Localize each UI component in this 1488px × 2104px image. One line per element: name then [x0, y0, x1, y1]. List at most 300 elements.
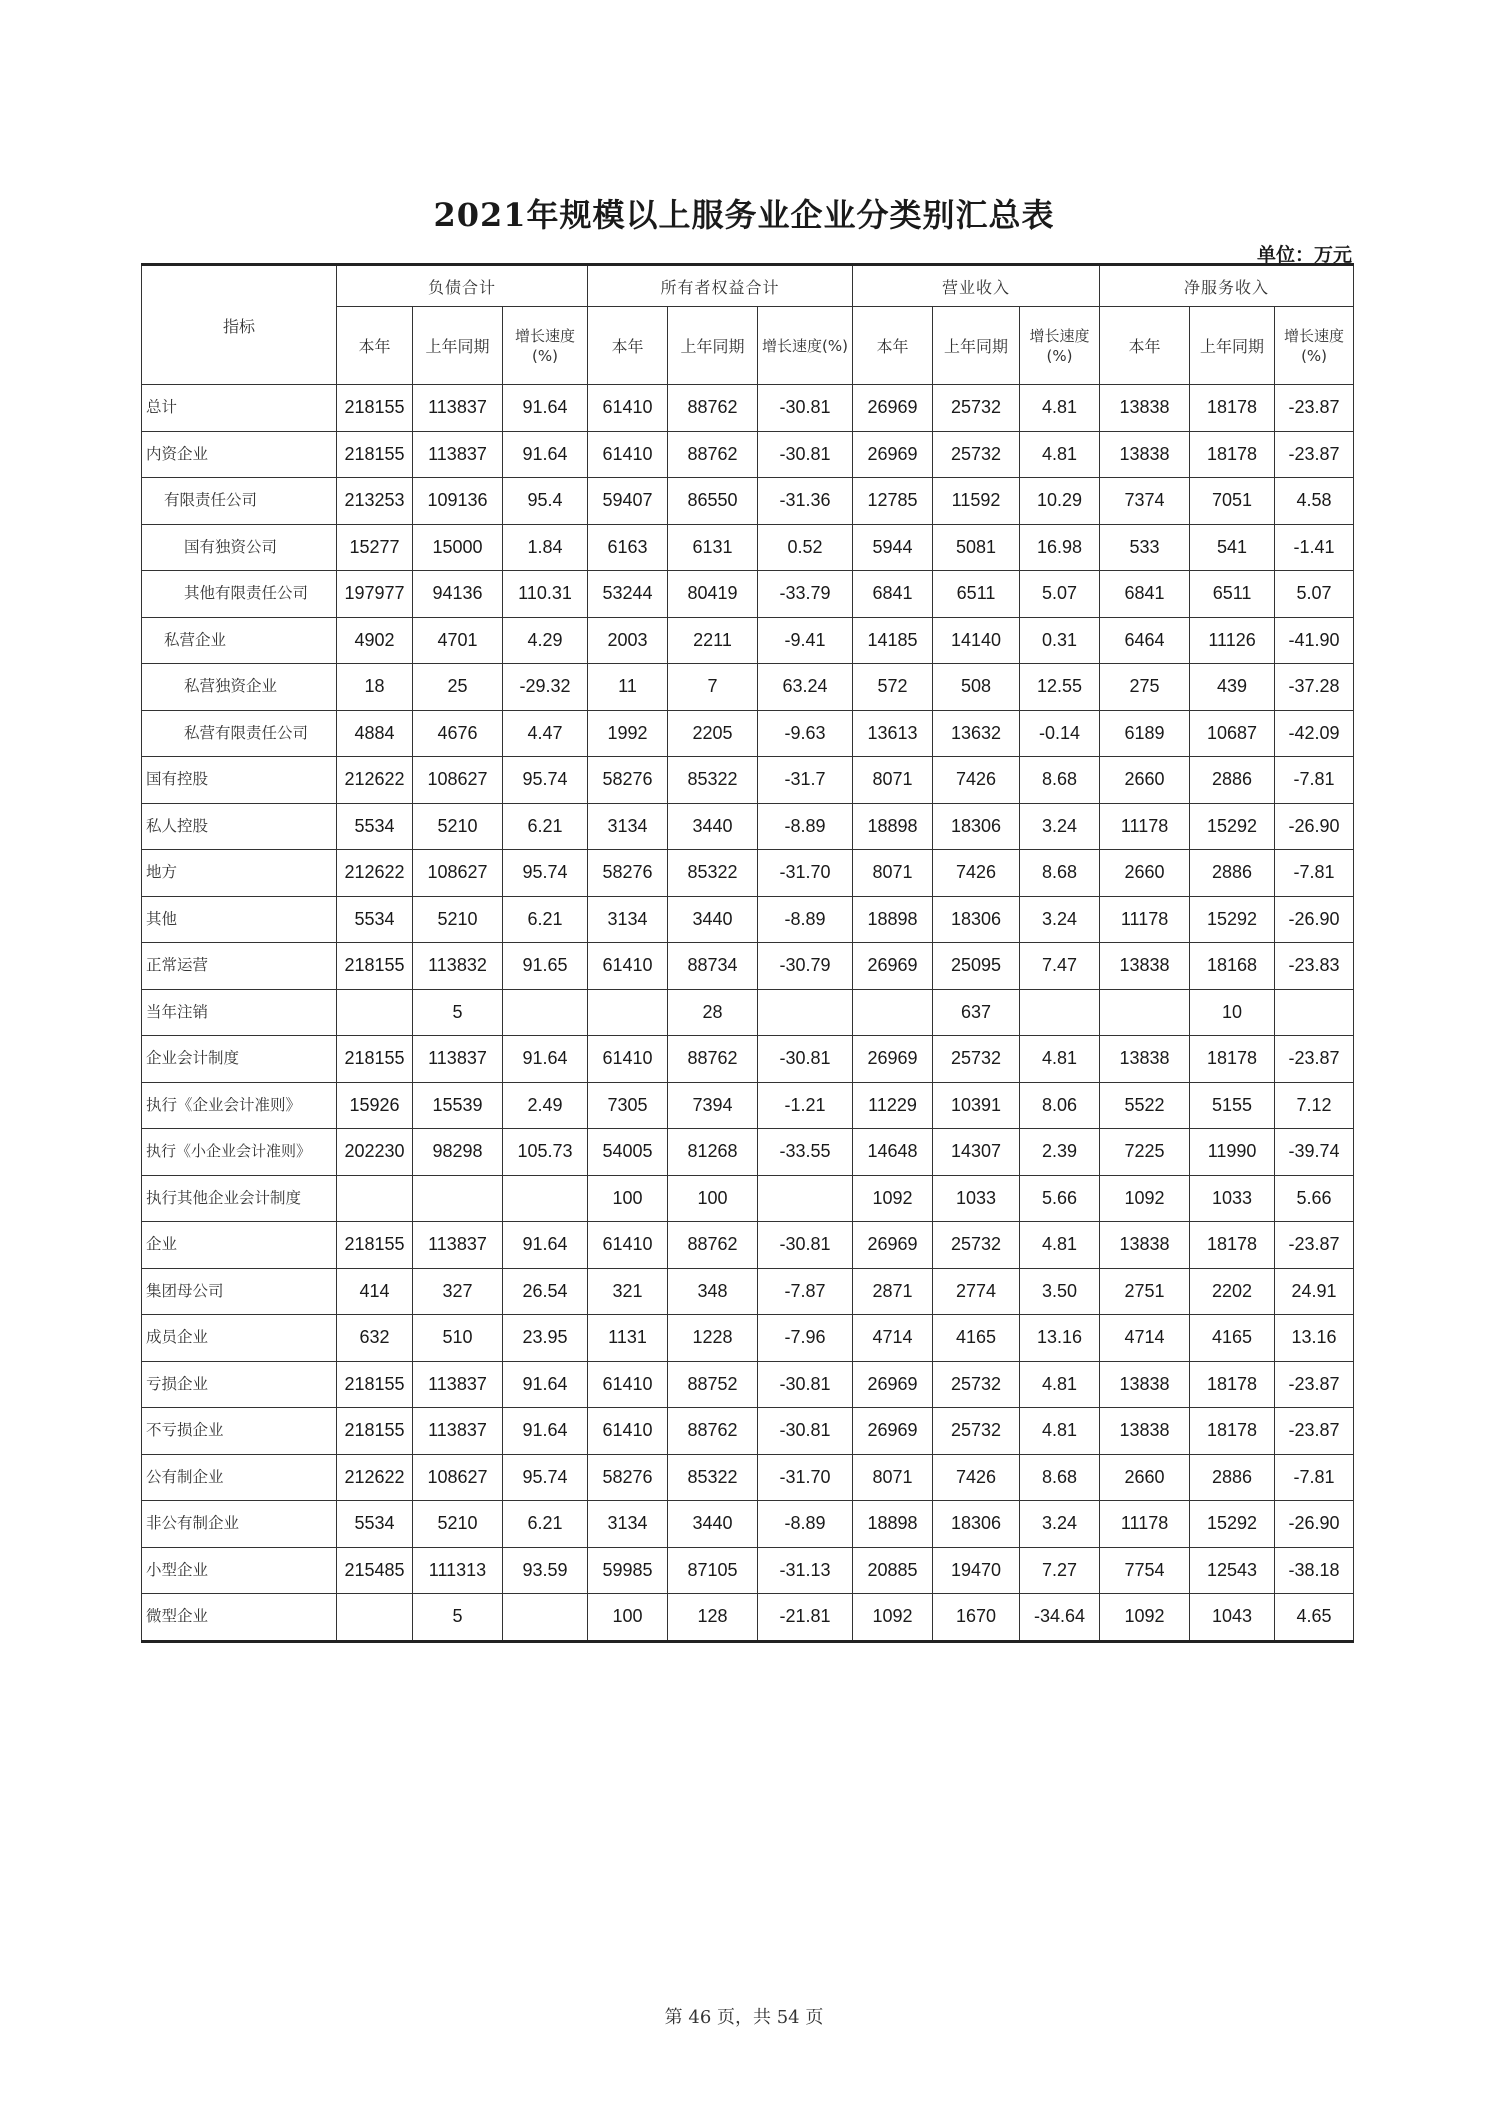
table-cell: 20885 — [853, 1547, 933, 1594]
table-cell: 12543 — [1190, 1547, 1275, 1594]
table-cell: 26969 — [853, 1408, 933, 1455]
table-row — [142, 431, 1354, 478]
row-label: 当年注销 — [142, 989, 337, 1036]
table-cell: 8.68 — [1020, 850, 1100, 897]
table-cell: 5 — [413, 989, 503, 1036]
sub-header-current-year: 本年 — [588, 307, 668, 385]
sub-header-prior-year: 上年同期 — [413, 307, 503, 385]
table-cell: 8.68 — [1020, 1454, 1100, 1501]
table-cell: 3134 — [588, 803, 668, 850]
table-cell: 6163 — [588, 524, 668, 571]
table-cell: -9.41 — [758, 617, 853, 664]
table-cell: 218155 — [337, 943, 413, 990]
table-cell: 113832 — [413, 943, 503, 990]
table-cell: 3440 — [668, 803, 758, 850]
table-cell: 5210 — [413, 1501, 503, 1548]
table-cell — [503, 1175, 588, 1222]
table-row — [142, 1594, 1354, 1642]
table-cell: 61410 — [588, 385, 668, 432]
table-cell: 202230 — [337, 1129, 413, 1176]
table-cell: 61410 — [588, 1222, 668, 1269]
table-cell: -23.87 — [1275, 1036, 1354, 1083]
table-cell: 61410 — [588, 1408, 668, 1455]
table-cell: 4714 — [1100, 1315, 1190, 1362]
table-cell: 508 — [933, 664, 1020, 711]
table-cell: 6.21 — [503, 1501, 588, 1548]
table-cell: 15292 — [1190, 1501, 1275, 1548]
table-cell: 7305 — [588, 1082, 668, 1129]
table-cell: 3.24 — [1020, 1501, 1100, 1548]
table-cell: 113837 — [413, 431, 503, 478]
sub-header-prior-year: 上年同期 — [933, 307, 1020, 385]
table-cell: 5.66 — [1275, 1175, 1354, 1222]
row-label: 有限责任公司 — [142, 478, 337, 525]
table-row — [142, 524, 1354, 571]
table-cell: -29.32 — [503, 664, 588, 711]
table-cell: 6511 — [933, 571, 1020, 618]
table-cell: 113837 — [413, 1036, 503, 1083]
table-cell: 1131 — [588, 1315, 668, 1362]
table-cell: 218155 — [337, 1036, 413, 1083]
row-label: 亏损企业 — [142, 1361, 337, 1408]
table-cell: 13838 — [1100, 1036, 1190, 1083]
table-cell: 91.64 — [503, 1408, 588, 1455]
sub-header-prior-year: 上年同期 — [1190, 307, 1275, 385]
table-cell: 13.16 — [1020, 1315, 1100, 1362]
table-cell: -38.18 — [1275, 1547, 1354, 1594]
table-cell: 88762 — [668, 1036, 758, 1083]
table-cell: 88762 — [668, 385, 758, 432]
table-cell: 3134 — [588, 896, 668, 943]
sub-header-growth-rate: 增长速度(%) — [758, 307, 853, 385]
table-cell: 85322 — [668, 850, 758, 897]
table-cell: 5210 — [413, 896, 503, 943]
table-cell: 572 — [853, 664, 933, 711]
table-cell: 81268 — [668, 1129, 758, 1176]
table-cell: 327 — [413, 1268, 503, 1315]
table-cell: 2886 — [1190, 850, 1275, 897]
table-cell: 95.74 — [503, 1454, 588, 1501]
table-cell: 11126 — [1190, 617, 1275, 664]
table-cell: 8071 — [853, 850, 933, 897]
table-cell: 4.81 — [1020, 1036, 1100, 1083]
table-cell: 94136 — [413, 571, 503, 618]
table-cell: 510 — [413, 1315, 503, 1362]
table-cell: 53244 — [588, 571, 668, 618]
table-cell: -7.96 — [758, 1315, 853, 1362]
table-cell: 1043 — [1190, 1594, 1275, 1642]
table-cell: -7.81 — [1275, 1454, 1354, 1501]
table-cell: 8.06 — [1020, 1082, 1100, 1129]
table-cell: 5210 — [413, 803, 503, 850]
table-row — [142, 803, 1354, 850]
table-cell: 18898 — [853, 1501, 933, 1548]
table-cell: -37.28 — [1275, 664, 1354, 711]
table-cell: 10.29 — [1020, 478, 1100, 525]
table-cell: 13632 — [933, 710, 1020, 757]
table-cell: 113837 — [413, 1361, 503, 1408]
sub-header-current-year: 本年 — [853, 307, 933, 385]
table-cell: 2.39 — [1020, 1129, 1100, 1176]
table-cell: 4.81 — [1020, 1361, 1100, 1408]
table-cell: 4.47 — [503, 710, 588, 757]
table-cell — [413, 1175, 503, 1222]
table-cell: 212622 — [337, 757, 413, 804]
table-cell: 7426 — [933, 1454, 1020, 1501]
row-label: 国有独资公司 — [142, 524, 337, 571]
table-cell: 7.47 — [1020, 943, 1100, 990]
table-cell: -30.81 — [758, 1408, 853, 1455]
table-cell: 93.59 — [503, 1547, 588, 1594]
table-cell: 80419 — [668, 571, 758, 618]
table-cell: 11178 — [1100, 896, 1190, 943]
table-cell: 4165 — [933, 1315, 1020, 1362]
table-cell — [337, 989, 413, 1036]
table-row — [142, 1361, 1354, 1408]
table-cell: 15277 — [337, 524, 413, 571]
table-cell: 212622 — [337, 850, 413, 897]
table-row — [142, 385, 1354, 432]
table-row — [142, 989, 1354, 1036]
table-cell: 5081 — [933, 524, 1020, 571]
table-cell: 11592 — [933, 478, 1020, 525]
table-cell: 1670 — [933, 1594, 1020, 1642]
table-cell: 14185 — [853, 617, 933, 664]
table-cell: 59985 — [588, 1547, 668, 1594]
table-cell: 218155 — [337, 1222, 413, 1269]
table-cell: 61410 — [588, 1361, 668, 1408]
table-cell: 15292 — [1190, 896, 1275, 943]
table-cell: 61410 — [588, 943, 668, 990]
table-cell: -8.89 — [758, 803, 853, 850]
table-cell: 91.65 — [503, 943, 588, 990]
table-cell: 2886 — [1190, 1454, 1275, 1501]
table-cell: -7.81 — [1275, 757, 1354, 804]
group-header-revenue: 营业收入 — [853, 265, 1100, 307]
table-cell: 5522 — [1100, 1082, 1190, 1129]
table-cell: 23.95 — [503, 1315, 588, 1362]
table-cell: 3440 — [668, 1501, 758, 1548]
table-cell: 5534 — [337, 896, 413, 943]
table-cell: 95.74 — [503, 850, 588, 897]
table-cell — [758, 989, 853, 1036]
table-cell: -42.09 — [1275, 710, 1354, 757]
table-cell: 105.73 — [503, 1129, 588, 1176]
page-title: 2021年规模以上服务业企业分类别汇总表 — [433, 196, 1055, 234]
index-header: 指标 — [142, 265, 337, 385]
table-cell: 7 — [668, 664, 758, 711]
table-cell: 15539 — [413, 1082, 503, 1129]
table-cell: 414 — [337, 1268, 413, 1315]
table-cell: 13838 — [1100, 385, 1190, 432]
table-cell: 54005 — [588, 1129, 668, 1176]
table-cell: 1092 — [1100, 1175, 1190, 1222]
table-cell: 95.74 — [503, 757, 588, 804]
table-cell: 4.81 — [1020, 1222, 1100, 1269]
table-cell: 6.21 — [503, 896, 588, 943]
table-cell: 6841 — [1100, 571, 1190, 618]
sub-header-current-year: 本年 — [1100, 307, 1190, 385]
table-cell: 275 — [1100, 664, 1190, 711]
row-label: 不亏损企业 — [142, 1408, 337, 1455]
table-cell: 108627 — [413, 757, 503, 804]
table-cell: 4.29 — [503, 617, 588, 664]
table-cell: 6189 — [1100, 710, 1190, 757]
table-cell: 6131 — [668, 524, 758, 571]
table-cell: 12.55 — [1020, 664, 1100, 711]
table-cell: 1228 — [668, 1315, 758, 1362]
table-cell: 4714 — [853, 1315, 933, 1362]
table-cell: 5 — [413, 1594, 503, 1642]
table-cell: -30.81 — [758, 1036, 853, 1083]
table-row — [142, 1082, 1354, 1129]
table-cell: 88762 — [668, 1408, 758, 1455]
table-cell: 26969 — [853, 1036, 933, 1083]
row-label: 执行《企业会计准则》 — [142, 1082, 337, 1129]
row-label: 私营有限责任公司 — [142, 710, 337, 757]
row-label: 企业 — [142, 1222, 337, 1269]
table-cell: 15926 — [337, 1082, 413, 1129]
table-cell — [503, 989, 588, 1036]
table-cell: 7374 — [1100, 478, 1190, 525]
row-label: 其他有限责任公司 — [142, 571, 337, 618]
table-cell: 109136 — [413, 478, 503, 525]
table-cell: 18178 — [1190, 1036, 1275, 1083]
table-cell: 215485 — [337, 1547, 413, 1594]
table-row — [142, 757, 1354, 804]
table-cell: 5944 — [853, 524, 933, 571]
table-cell — [1275, 989, 1354, 1036]
table-cell: 11178 — [1100, 1501, 1190, 1548]
table-cell: 218155 — [337, 385, 413, 432]
table-cell: 13613 — [853, 710, 933, 757]
table-cell — [758, 1175, 853, 1222]
table-row — [142, 1175, 1354, 1222]
table-cell: -1.41 — [1275, 524, 1354, 571]
table-cell: 3.24 — [1020, 803, 1100, 850]
table-cell: 10687 — [1190, 710, 1275, 757]
page-footer: 第 46 页，共 54 页 — [664, 2007, 824, 2028]
table-cell: 26969 — [853, 385, 933, 432]
table-cell: 6.21 — [503, 803, 588, 850]
table-cell: 91.64 — [503, 1361, 588, 1408]
table-cell: 113837 — [413, 1222, 503, 1269]
table-cell: 26969 — [853, 1361, 933, 1408]
table-row — [142, 664, 1354, 711]
table-cell: 100 — [588, 1175, 668, 1222]
row-label: 地方 — [142, 850, 337, 897]
table-cell: 2211 — [668, 617, 758, 664]
table-cell: 1092 — [853, 1594, 933, 1642]
table-cell: 2660 — [1100, 850, 1190, 897]
table-cell: 63.24 — [758, 664, 853, 711]
row-label: 成员企业 — [142, 1315, 337, 1362]
row-label: 公有制企业 — [142, 1454, 337, 1501]
table-cell: 1092 — [1100, 1594, 1190, 1642]
table-row — [142, 1129, 1354, 1176]
table-cell: 25732 — [933, 1036, 1020, 1083]
table-cell: 2205 — [668, 710, 758, 757]
table-cell: 4.65 — [1275, 1594, 1354, 1642]
table-cell: 3440 — [668, 896, 758, 943]
table-cell: 3.50 — [1020, 1268, 1100, 1315]
table-cell: 2660 — [1100, 1454, 1190, 1501]
table-cell: 18306 — [933, 803, 1020, 850]
table-cell: 8071 — [853, 1454, 933, 1501]
table-cell: 11229 — [853, 1082, 933, 1129]
row-label: 总计 — [142, 385, 337, 432]
table-cell: -26.90 — [1275, 803, 1354, 850]
table-cell: -26.90 — [1275, 896, 1354, 943]
table-cell: 541 — [1190, 524, 1275, 571]
summary-table — [141, 263, 1354, 1643]
table-cell: 25 — [413, 664, 503, 711]
row-label: 企业会计制度 — [142, 1036, 337, 1083]
sub-header-growth-rate: 增长速度(%) — [503, 307, 588, 385]
table-cell: -30.81 — [758, 1361, 853, 1408]
table-cell: -23.87 — [1275, 385, 1354, 432]
table-cell: 91.64 — [503, 385, 588, 432]
table-row — [142, 1268, 1354, 1315]
table-cell: 2.49 — [503, 1082, 588, 1129]
row-label: 私人控股 — [142, 803, 337, 850]
table-cell: 113837 — [413, 1408, 503, 1455]
table-cell: 18168 — [1190, 943, 1275, 990]
table-cell: 10 — [1190, 989, 1275, 1036]
table-cell: 218155 — [337, 1361, 413, 1408]
table-cell: 7426 — [933, 757, 1020, 804]
table-cell: 86550 — [668, 478, 758, 525]
table-cell: 13838 — [1100, 1222, 1190, 1269]
table-cell: 7426 — [933, 850, 1020, 897]
table-cell: 1092 — [853, 1175, 933, 1222]
table-cell: 637 — [933, 989, 1020, 1036]
table-cell: 1.84 — [503, 524, 588, 571]
row-label: 私营独资企业 — [142, 664, 337, 711]
row-label: 微型企业 — [142, 1594, 337, 1642]
table-row — [142, 710, 1354, 757]
table-cell: 14307 — [933, 1129, 1020, 1176]
table-cell: -9.63 — [758, 710, 853, 757]
table-cell: -41.90 — [1275, 617, 1354, 664]
table-cell: -31.7 — [758, 757, 853, 804]
table-cell: 87105 — [668, 1547, 758, 1594]
table-cell: -33.79 — [758, 571, 853, 618]
table-cell: 14140 — [933, 617, 1020, 664]
table-cell: 13838 — [1100, 431, 1190, 478]
table-cell: 11 — [588, 664, 668, 711]
table-row — [142, 1315, 1354, 1362]
table-cell: 4.81 — [1020, 1408, 1100, 1455]
table-body — [142, 385, 1354, 1642]
table-cell: 18178 — [1190, 431, 1275, 478]
table-cell: 7051 — [1190, 478, 1275, 525]
table-cell — [588, 989, 668, 1036]
table-cell: 98298 — [413, 1129, 503, 1176]
table-cell: 218155 — [337, 1408, 413, 1455]
table-cell: 8.68 — [1020, 757, 1100, 804]
table-cell: -30.79 — [758, 943, 853, 990]
row-label: 私营企业 — [142, 617, 337, 664]
table-cell: 128 — [668, 1594, 758, 1642]
table-cell: 4884 — [337, 710, 413, 757]
group-header-equity: 所有者权益合计 — [588, 265, 853, 307]
table-cell: 4.58 — [1275, 478, 1354, 525]
table-cell: 533 — [1100, 524, 1190, 571]
table-cell: -21.81 — [758, 1594, 853, 1642]
table-row — [142, 617, 1354, 664]
table-cell: 26.54 — [503, 1268, 588, 1315]
table-cell: 8071 — [853, 757, 933, 804]
table-cell: 58276 — [588, 1454, 668, 1501]
table-cell: 439 — [1190, 664, 1275, 711]
table-cell: 5.07 — [1275, 571, 1354, 618]
table-cell: 108627 — [413, 850, 503, 897]
table-cell: 18898 — [853, 896, 933, 943]
table-row — [142, 1222, 1354, 1269]
table-cell: 91.64 — [503, 431, 588, 478]
table-cell: 26969 — [853, 943, 933, 990]
table-cell: 18178 — [1190, 385, 1275, 432]
sub-header-growth-rate: 增长速度(%) — [1020, 307, 1100, 385]
sub-header-current-year: 本年 — [337, 307, 413, 385]
table-cell: 85322 — [668, 1454, 758, 1501]
table-cell — [337, 1594, 413, 1642]
table-cell: 1033 — [1190, 1175, 1275, 1222]
unit-label: 单位：万元 — [1256, 244, 1352, 266]
table-cell: -23.87 — [1275, 1222, 1354, 1269]
table-cell: 5155 — [1190, 1082, 1275, 1129]
table-cell: 111313 — [413, 1547, 503, 1594]
group-header-net-service-revenue: 净服务收入 — [1100, 265, 1354, 307]
table-cell: -7.87 — [758, 1268, 853, 1315]
table-cell: 100 — [588, 1594, 668, 1642]
table-cell: 59407 — [588, 478, 668, 525]
table-cell: 213253 — [337, 478, 413, 525]
table-cell: 4701 — [413, 617, 503, 664]
table-cell: -31.70 — [758, 1454, 853, 1501]
table-cell: 13838 — [1100, 1408, 1190, 1455]
table-cell: 58276 — [588, 850, 668, 897]
table-cell: 3.24 — [1020, 896, 1100, 943]
table-cell: 6841 — [853, 571, 933, 618]
table-cell: 2202 — [1190, 1268, 1275, 1315]
table-cell: 18306 — [933, 896, 1020, 943]
table-cell: 11178 — [1100, 803, 1190, 850]
table-cell: -39.74 — [1275, 1129, 1354, 1176]
table-cell: -0.14 — [1020, 710, 1100, 757]
table-cell: 100 — [668, 1175, 758, 1222]
table-cell: 5534 — [337, 803, 413, 850]
table-cell: 113837 — [413, 385, 503, 432]
group-header-liabilities: 负债合计 — [337, 265, 588, 307]
table-cell — [1020, 989, 1100, 1036]
table-cell: 5.07 — [1020, 571, 1100, 618]
row-label: 执行《小企业会计准则》 — [142, 1129, 337, 1176]
table-row — [142, 1547, 1354, 1594]
table-cell: 2003 — [588, 617, 668, 664]
table-cell: -23.87 — [1275, 1361, 1354, 1408]
table-cell: -31.13 — [758, 1547, 853, 1594]
table-cell: 88762 — [668, 431, 758, 478]
table-cell: 4676 — [413, 710, 503, 757]
table-cell: 0.31 — [1020, 617, 1100, 664]
table-cell: 13838 — [1100, 943, 1190, 990]
table-cell: 91.64 — [503, 1036, 588, 1083]
table-cell: 58276 — [588, 757, 668, 804]
table-cell: 12785 — [853, 478, 933, 525]
table-cell: 1992 — [588, 710, 668, 757]
